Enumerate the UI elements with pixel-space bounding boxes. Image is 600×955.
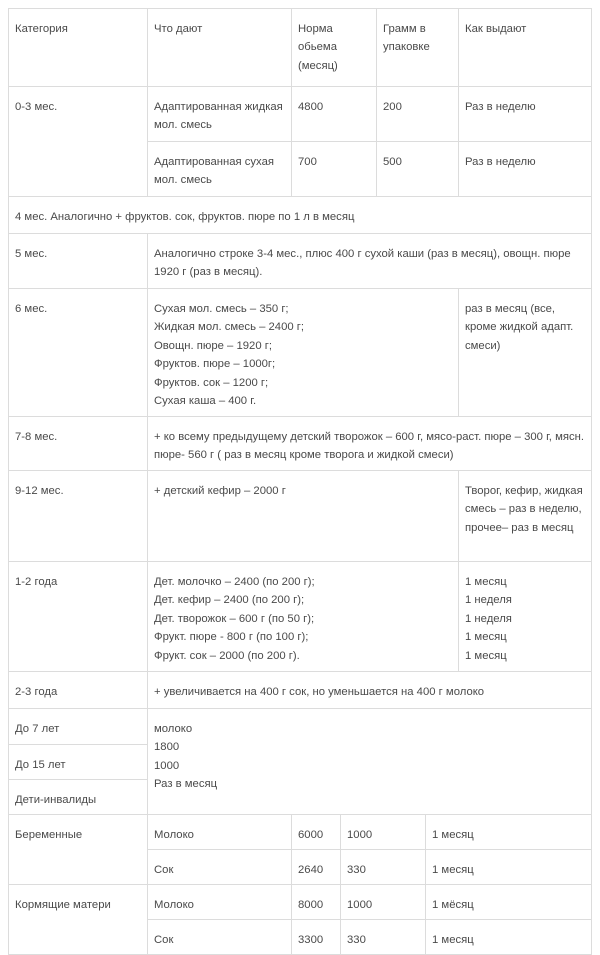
grams-cell: 200 — [377, 87, 459, 142]
what-cell: Адаптированная жидкая мол. смесь — [148, 87, 292, 142]
table-row — [9, 289, 592, 417]
category-cell: 9-12 мес. — [9, 471, 148, 562]
list-item: 1 месяц — [465, 631, 507, 644]
list-item: Овощн. пюре – 1920 г; — [154, 339, 272, 352]
how-cell: 1 мёсяц — [426, 885, 592, 920]
list-item: Дет. молочко – 2400 (по 200 г); — [154, 576, 315, 588]
what-cell: Молоко — [148, 815, 292, 850]
how-cell: Творог, кефир, жидкая смесь – раз в неделю, прочее– раз в месяц — [459, 471, 592, 562]
how-list-cell — [459, 562, 592, 672]
list-item: Фрукт. сок – 2000 (по 200 г). — [154, 649, 300, 662]
how-cell: раз в месяц (все, кроме жидкой адапт. смеси) — [459, 289, 592, 417]
table-row — [9, 417, 592, 471]
how-cell: 1 месяц — [426, 920, 592, 955]
list-item: Сухая мол. смесь – 350 г; — [154, 303, 289, 315]
what-cell: Сок — [148, 920, 292, 955]
list-item: 1 неделя — [465, 594, 512, 607]
header-category: Категория — [9, 9, 148, 87]
norm-cell: 8000 — [292, 885, 341, 920]
what-cell: Адаптированная сухая мол. смесь — [148, 142, 292, 197]
grams-cell: 330 — [341, 920, 426, 955]
how-cell: 1 месяц — [426, 815, 592, 850]
norm-cell: 6000 — [292, 815, 341, 850]
table-row — [9, 197, 592, 234]
list-item: Дет. кефир – 2400 (по 200 г); — [154, 594, 305, 607]
how-cell: Раз в неделю — [459, 87, 592, 142]
category-cell: 7-8 мес. — [9, 417, 148, 471]
list-item: 1000 — [154, 759, 180, 772]
list-item: 1 месяц — [465, 576, 507, 588]
what-cell: + ко всему предыдущему детский творожок – 600 г, мясо-раст. пюре – 300 г, мясн. пюре- 560 г ( раз в месяц кроме творога и жидкой смеси) — [148, 417, 592, 471]
header-grams: Грамм в упаковке — [377, 9, 459, 87]
what-cell: Аналогично строке 3-4 мес., плюс 400 г сухой каши (раз в месяц), овощн. пюре 1920 г (раз в месяц). — [148, 234, 592, 289]
norm-cell: 3300 — [292, 920, 341, 955]
header-norm: Норма обьема (месяц) — [292, 9, 377, 87]
header-how: Как выдают — [459, 9, 592, 87]
how-cell: 1 месяц — [426, 850, 592, 885]
category-cell: Кормящие матери — [9, 885, 148, 955]
table-row — [9, 471, 592, 562]
list-item: молоко — [154, 723, 193, 735]
grams-cell: 330 — [341, 850, 426, 885]
what-cell: Сок — [148, 850, 292, 885]
list-item: 1800 — [154, 741, 180, 754]
header-row — [9, 9, 592, 87]
norm-cell: 2640 — [292, 850, 341, 885]
category-cell: 5 мес. — [9, 234, 148, 289]
category-cell: Беременные — [9, 815, 148, 885]
what-cell: + детский кефир – 2000 г — [148, 471, 459, 562]
grams-cell: 1000 — [341, 815, 426, 850]
list-item: Сухая каша – 400 г. — [154, 395, 257, 408]
list-item: Раз в месяц — [154, 778, 218, 791]
food-norms-table — [8, 8, 592, 955]
list-item: Фрукт. пюре - 800 г (по 100 г); — [154, 631, 309, 644]
what-list-cell — [148, 289, 459, 417]
table-row — [9, 709, 592, 745]
norm-cell: 4800 — [292, 87, 377, 142]
table-row — [9, 562, 592, 672]
category-cell: 2-3 года — [9, 672, 148, 709]
list-item: Фруктов. сок – 1200 г; — [154, 376, 269, 389]
list-item: Жидкая мол. смесь – 2400 г; — [154, 321, 305, 334]
norm-cell: 700 — [292, 142, 377, 197]
category-cell: 6 мес. — [9, 289, 148, 417]
list-item: 1 месяц — [465, 649, 507, 662]
what-cell: Молоко — [148, 885, 292, 920]
how-cell: Раз в неделю — [459, 142, 592, 197]
full-width-cell: 4 мес. Аналогично + фруктов. сок, фруктов. пюре по 1 л в месяц — [9, 197, 592, 234]
grams-cell: 1000 — [341, 885, 426, 920]
category-cell: 0-3 мес. — [9, 87, 148, 197]
table-row — [9, 672, 592, 709]
header-what: Что дают — [148, 9, 292, 87]
table-row — [9, 87, 592, 142]
what-list-cell — [148, 709, 592, 815]
category-cell: Дети-инвалиды — [9, 780, 148, 815]
what-list-cell — [148, 562, 459, 672]
category-cell: 1-2 года — [9, 562, 148, 672]
table-row — [9, 234, 592, 289]
category-cell: До 7 лет — [9, 709, 148, 745]
list-item: Дет. творожок – 600 г (по 50 г); — [154, 612, 315, 625]
table-row — [9, 885, 592, 920]
grams-cell: 500 — [377, 142, 459, 197]
list-item: Фруктов. пюре – 1000г; — [154, 358, 276, 371]
table-row — [9, 815, 592, 850]
category-cell: До 15 лет — [9, 745, 148, 780]
what-cell: + увеличивается на 400 г сок, но уменьшается на 400 г молоко — [148, 672, 592, 709]
list-item: 1 неделя — [465, 612, 512, 625]
